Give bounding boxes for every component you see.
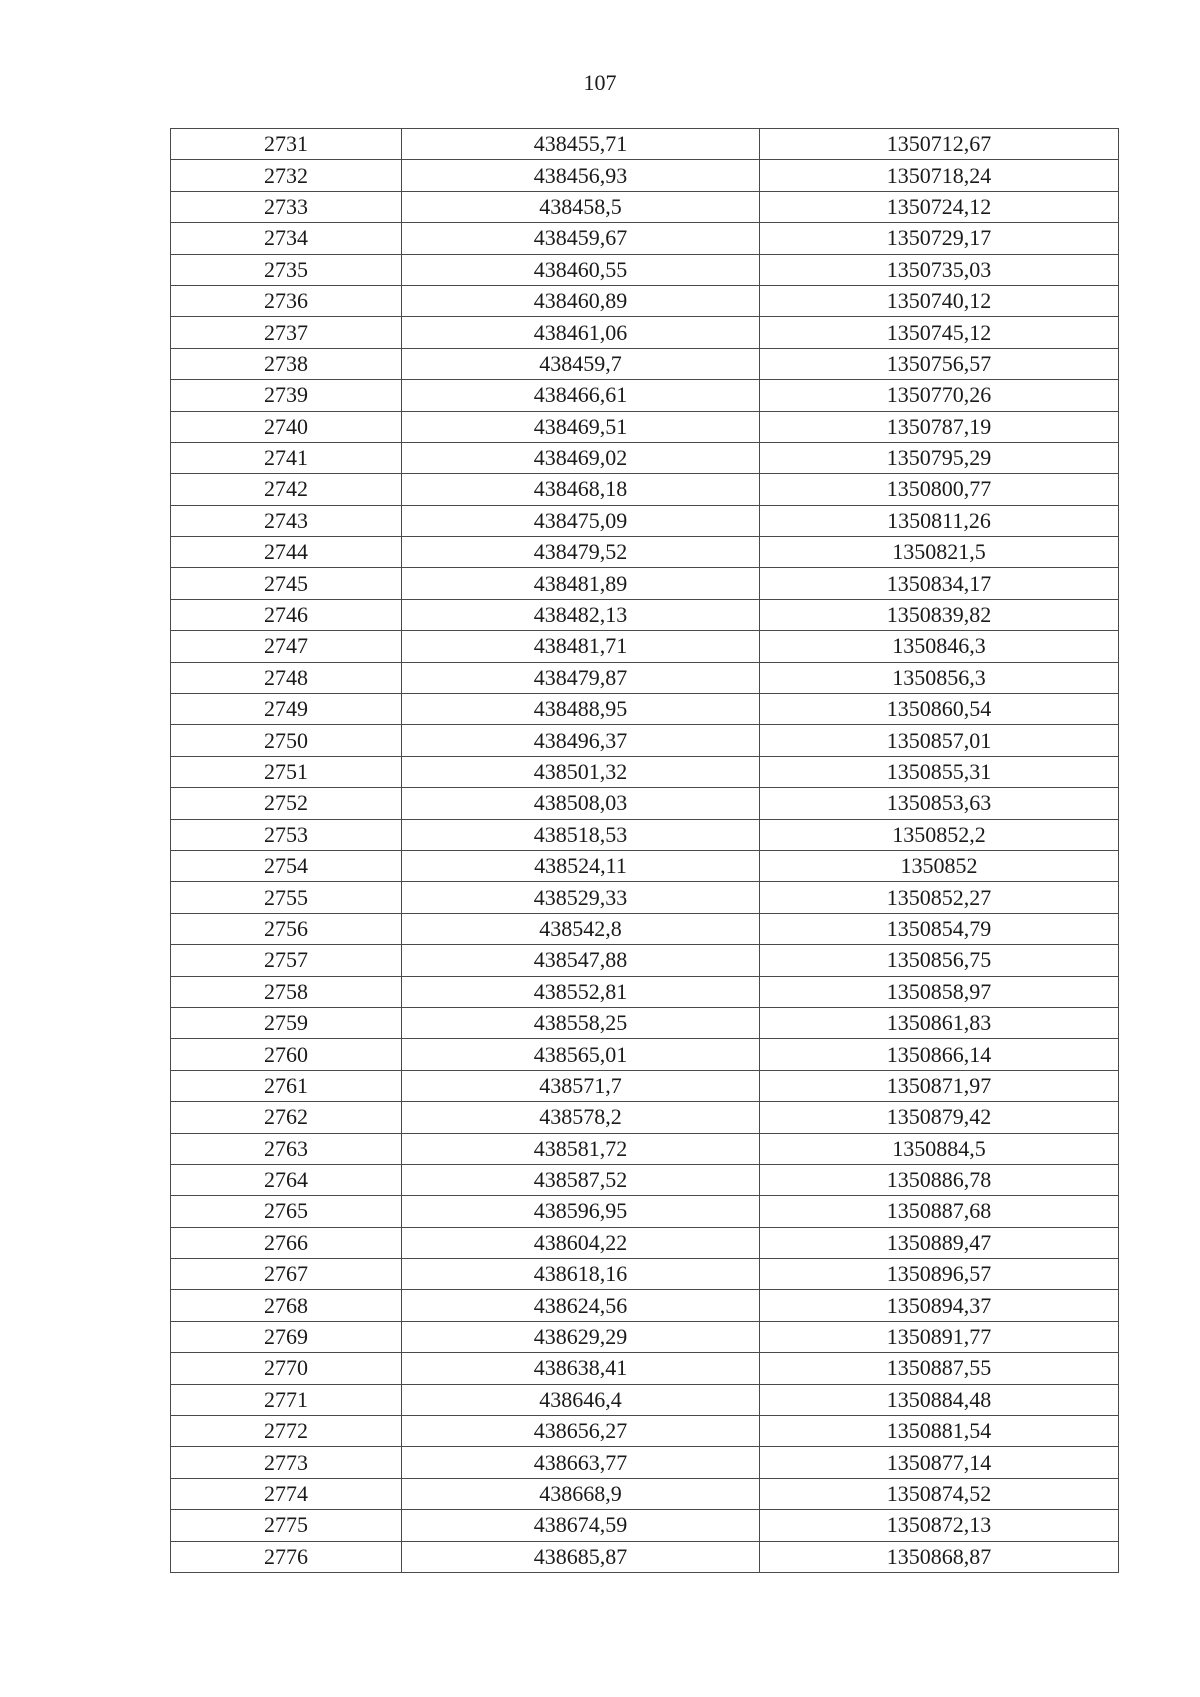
y-coordinate-cell: 1350855,31	[760, 756, 1119, 787]
y-coordinate-cell: 1350795,29	[760, 442, 1119, 473]
y-coordinate-cell: 1350724,12	[760, 191, 1119, 222]
table-row	[171, 1007, 1119, 1038]
y-coordinate-cell: 1350729,17	[760, 223, 1119, 254]
y-coordinate-cell: 1350787,19	[760, 411, 1119, 442]
point-number-cell: 2734	[171, 223, 402, 254]
y-coordinate-cell: 1350856,75	[760, 945, 1119, 976]
table-row	[171, 631, 1119, 662]
table-row	[171, 129, 1119, 160]
point-number-cell: 2776	[171, 1541, 402, 1572]
x-coordinate-cell: 438460,89	[402, 285, 760, 316]
x-coordinate-cell: 438685,87	[402, 1541, 760, 1572]
x-coordinate-cell: 438638,41	[402, 1353, 760, 1384]
table-row	[171, 1133, 1119, 1164]
table-row	[171, 1384, 1119, 1415]
coordinates-table	[170, 128, 1119, 1573]
point-number-cell: 2767	[171, 1259, 402, 1290]
table-row	[171, 1259, 1119, 1290]
x-coordinate-cell: 438455,71	[402, 129, 760, 160]
x-coordinate-cell: 438663,77	[402, 1447, 760, 1478]
table-row	[171, 223, 1119, 254]
y-coordinate-cell: 1350868,87	[760, 1541, 1119, 1572]
point-number-cell: 2749	[171, 694, 402, 725]
table-row	[171, 1227, 1119, 1258]
x-coordinate-cell: 438629,29	[402, 1321, 760, 1352]
point-number-cell: 2768	[171, 1290, 402, 1321]
y-coordinate-cell: 1350887,55	[760, 1353, 1119, 1384]
y-coordinate-cell: 1350740,12	[760, 285, 1119, 316]
point-number-cell: 2754	[171, 850, 402, 881]
y-coordinate-cell: 1350879,42	[760, 1102, 1119, 1133]
table-row	[171, 1070, 1119, 1101]
y-coordinate-cell: 1350852,2	[760, 819, 1119, 850]
y-coordinate-cell: 1350712,67	[760, 129, 1119, 160]
x-coordinate-cell: 438475,09	[402, 505, 760, 536]
y-coordinate-cell: 1350866,14	[760, 1039, 1119, 1070]
point-number-cell: 2739	[171, 380, 402, 411]
point-number-cell: 2756	[171, 913, 402, 944]
y-coordinate-cell: 1350858,97	[760, 976, 1119, 1007]
x-coordinate-cell: 438587,52	[402, 1164, 760, 1195]
point-number-cell: 2747	[171, 631, 402, 662]
y-coordinate-cell: 1350821,5	[760, 537, 1119, 568]
x-coordinate-cell: 438482,13	[402, 599, 760, 630]
x-coordinate-cell: 438461,06	[402, 317, 760, 348]
point-number-cell: 2740	[171, 411, 402, 442]
y-coordinate-cell: 1350872,13	[760, 1510, 1119, 1541]
point-number-cell: 2755	[171, 882, 402, 913]
point-number-cell: 2772	[171, 1416, 402, 1447]
x-coordinate-cell: 438481,71	[402, 631, 760, 662]
table-row	[171, 1478, 1119, 1509]
point-number-cell: 2744	[171, 537, 402, 568]
table-row	[171, 442, 1119, 473]
y-coordinate-cell: 1350877,14	[760, 1447, 1119, 1478]
table-row	[171, 1416, 1119, 1447]
point-number-cell: 2759	[171, 1007, 402, 1038]
x-coordinate-cell: 438578,2	[402, 1102, 760, 1133]
y-coordinate-cell: 1350853,63	[760, 788, 1119, 819]
x-coordinate-cell: 438581,72	[402, 1133, 760, 1164]
point-number-cell: 2735	[171, 254, 402, 285]
y-coordinate-cell: 1350891,77	[760, 1321, 1119, 1352]
x-coordinate-cell: 438466,61	[402, 380, 760, 411]
table-row	[171, 568, 1119, 599]
table-row	[171, 1196, 1119, 1227]
table-row	[171, 945, 1119, 976]
y-coordinate-cell: 1350860,54	[760, 694, 1119, 725]
point-number-cell: 2748	[171, 662, 402, 693]
table-row	[171, 976, 1119, 1007]
table-row	[171, 1353, 1119, 1384]
point-number-cell: 2773	[171, 1447, 402, 1478]
table-row	[171, 380, 1119, 411]
table-row	[171, 913, 1119, 944]
x-coordinate-cell: 438481,89	[402, 568, 760, 599]
point-number-cell: 2733	[171, 191, 402, 222]
y-coordinate-cell: 1350852	[760, 850, 1119, 881]
x-coordinate-cell: 438558,25	[402, 1007, 760, 1038]
table-row	[171, 160, 1119, 191]
y-coordinate-cell: 1350745,12	[760, 317, 1119, 348]
table-row	[171, 317, 1119, 348]
y-coordinate-cell: 1350856,3	[760, 662, 1119, 693]
table-row	[171, 662, 1119, 693]
y-coordinate-cell: 1350800,77	[760, 474, 1119, 505]
point-number-cell: 2771	[171, 1384, 402, 1415]
x-coordinate-cell: 438479,52	[402, 537, 760, 568]
y-coordinate-cell: 1350854,79	[760, 913, 1119, 944]
table-row	[171, 285, 1119, 316]
table-row	[171, 599, 1119, 630]
x-coordinate-cell: 438674,59	[402, 1510, 760, 1541]
table-row	[171, 505, 1119, 536]
table-row	[171, 1510, 1119, 1541]
point-number-cell: 2737	[171, 317, 402, 348]
point-number-cell: 2774	[171, 1478, 402, 1509]
y-coordinate-cell: 1350839,82	[760, 599, 1119, 630]
x-coordinate-cell: 438460,55	[402, 254, 760, 285]
point-number-cell: 2731	[171, 129, 402, 160]
table-row	[171, 725, 1119, 756]
y-coordinate-cell: 1350881,54	[760, 1416, 1119, 1447]
table-row	[171, 411, 1119, 442]
x-coordinate-cell: 438488,95	[402, 694, 760, 725]
table-row	[171, 474, 1119, 505]
y-coordinate-cell: 1350718,24	[760, 160, 1119, 191]
point-number-cell: 2769	[171, 1321, 402, 1352]
x-coordinate-cell: 438571,7	[402, 1070, 760, 1101]
y-coordinate-cell: 1350834,17	[760, 568, 1119, 599]
y-coordinate-cell: 1350896,57	[760, 1259, 1119, 1290]
point-number-cell: 2750	[171, 725, 402, 756]
point-number-cell: 2765	[171, 1196, 402, 1227]
table-row	[171, 694, 1119, 725]
point-number-cell: 2745	[171, 568, 402, 599]
point-number-cell: 2757	[171, 945, 402, 976]
point-number-cell: 2760	[171, 1039, 402, 1070]
table-row	[171, 882, 1119, 913]
table-row	[171, 1290, 1119, 1321]
table-row	[171, 1541, 1119, 1572]
x-coordinate-cell: 438501,32	[402, 756, 760, 787]
y-coordinate-cell: 1350735,03	[760, 254, 1119, 285]
y-coordinate-cell: 1350874,52	[760, 1478, 1119, 1509]
x-coordinate-cell: 438668,9	[402, 1478, 760, 1509]
x-coordinate-cell: 438596,95	[402, 1196, 760, 1227]
table-row	[171, 537, 1119, 568]
table-row	[171, 1102, 1119, 1133]
point-number-cell: 2766	[171, 1227, 402, 1258]
point-number-cell: 2738	[171, 348, 402, 379]
x-coordinate-cell: 438459,67	[402, 223, 760, 254]
x-coordinate-cell: 438542,8	[402, 913, 760, 944]
x-coordinate-cell: 438469,02	[402, 442, 760, 473]
point-number-cell: 2751	[171, 756, 402, 787]
x-coordinate-cell: 438468,18	[402, 474, 760, 505]
y-coordinate-cell: 1350756,57	[760, 348, 1119, 379]
table-row	[171, 819, 1119, 850]
x-coordinate-cell: 438624,56	[402, 1290, 760, 1321]
table-row	[171, 348, 1119, 379]
y-coordinate-cell: 1350852,27	[760, 882, 1119, 913]
y-coordinate-cell: 1350886,78	[760, 1164, 1119, 1195]
x-coordinate-cell: 438518,53	[402, 819, 760, 850]
table-row	[171, 788, 1119, 819]
x-coordinate-cell: 438458,5	[402, 191, 760, 222]
table-row	[171, 1039, 1119, 1070]
x-coordinate-cell: 438565,01	[402, 1039, 760, 1070]
x-coordinate-cell: 438604,22	[402, 1227, 760, 1258]
y-coordinate-cell: 1350846,3	[760, 631, 1119, 662]
point-number-cell: 2758	[171, 976, 402, 1007]
table-row	[171, 1321, 1119, 1352]
y-coordinate-cell: 1350770,26	[760, 380, 1119, 411]
x-coordinate-cell: 438529,33	[402, 882, 760, 913]
x-coordinate-cell: 438618,16	[402, 1259, 760, 1290]
x-coordinate-cell: 438479,87	[402, 662, 760, 693]
y-coordinate-cell: 1350861,83	[760, 1007, 1119, 1038]
point-number-cell: 2764	[171, 1164, 402, 1195]
table-row	[171, 191, 1119, 222]
table-row	[171, 1164, 1119, 1195]
x-coordinate-cell: 438656,27	[402, 1416, 760, 1447]
y-coordinate-cell: 1350894,37	[760, 1290, 1119, 1321]
x-coordinate-cell: 438524,11	[402, 850, 760, 881]
y-coordinate-cell: 1350889,47	[760, 1227, 1119, 1258]
coordinates-table-body	[171, 129, 1119, 1573]
table-row	[171, 254, 1119, 285]
table-row	[171, 756, 1119, 787]
point-number-cell: 2762	[171, 1102, 402, 1133]
point-number-cell: 2753	[171, 819, 402, 850]
point-number-cell: 2746	[171, 599, 402, 630]
y-coordinate-cell: 1350857,01	[760, 725, 1119, 756]
y-coordinate-cell: 1350887,68	[760, 1196, 1119, 1227]
point-number-cell: 2763	[171, 1133, 402, 1164]
point-number-cell: 2736	[171, 285, 402, 316]
x-coordinate-cell: 438552,81	[402, 976, 760, 1007]
x-coordinate-cell: 438646,4	[402, 1384, 760, 1415]
point-number-cell: 2770	[171, 1353, 402, 1384]
point-number-cell: 2743	[171, 505, 402, 536]
point-number-cell: 2752	[171, 788, 402, 819]
table-row	[171, 850, 1119, 881]
point-number-cell: 2741	[171, 442, 402, 473]
x-coordinate-cell: 438469,51	[402, 411, 760, 442]
point-number-cell: 2775	[171, 1510, 402, 1541]
point-number-cell: 2732	[171, 160, 402, 191]
y-coordinate-cell: 1350884,48	[760, 1384, 1119, 1415]
point-number-cell: 2761	[171, 1070, 402, 1101]
x-coordinate-cell: 438496,37	[402, 725, 760, 756]
table-row	[171, 1447, 1119, 1478]
y-coordinate-cell: 1350811,26	[760, 505, 1119, 536]
point-number-cell: 2742	[171, 474, 402, 505]
y-coordinate-cell: 1350884,5	[760, 1133, 1119, 1164]
x-coordinate-cell: 438459,7	[402, 348, 760, 379]
page-number: 107	[583, 70, 617, 95]
y-coordinate-cell: 1350871,97	[760, 1070, 1119, 1101]
x-coordinate-cell: 438456,93	[402, 160, 760, 191]
x-coordinate-cell: 438508,03	[402, 788, 760, 819]
x-coordinate-cell: 438547,88	[402, 945, 760, 976]
